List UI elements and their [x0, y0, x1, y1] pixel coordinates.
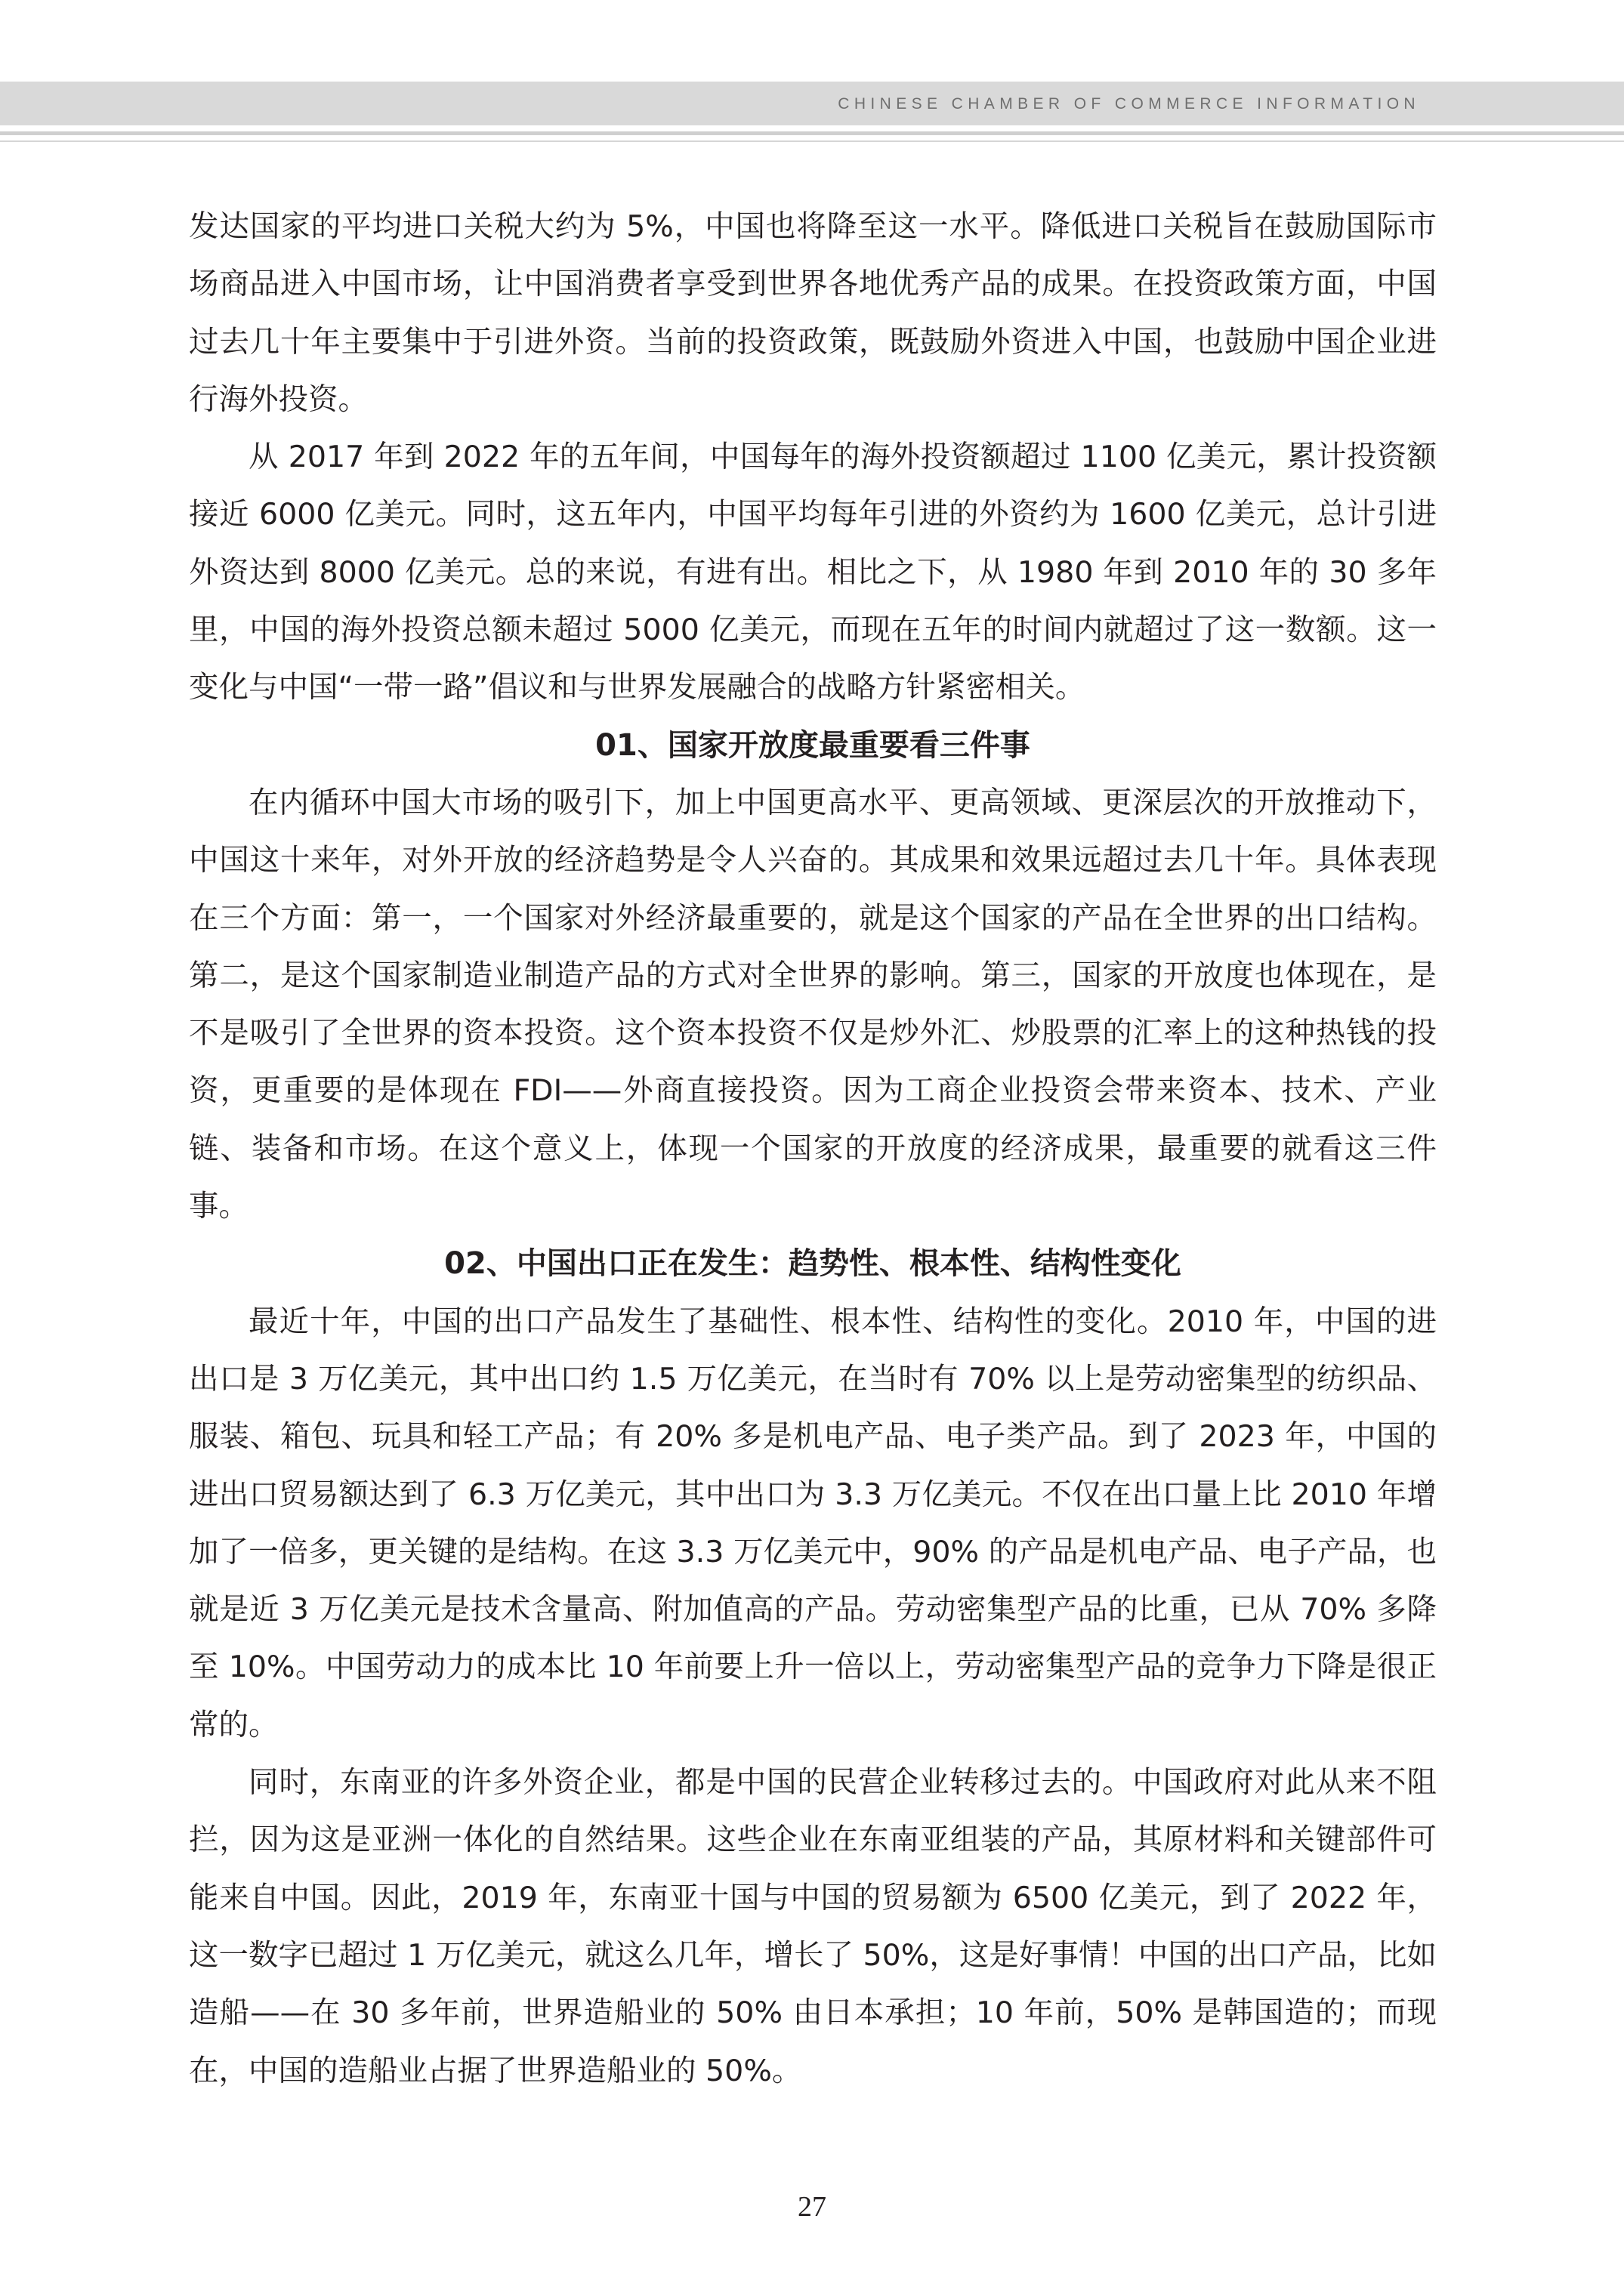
- running-header: CHINESE CHAMBER OF COMMERCE INFORMATION: [838, 95, 1420, 113]
- section-heading-02: 02、中国出口正在发生：趋势性、根本性、结构性变化: [444, 1246, 1181, 1282]
- paragraph-continued: 发达国家的平均进口关税大约为 5%，中国也将降至这一水平。降低进口关税旨在鼓励国际市场商品进入中国市场，让中国消费者享受到世界各地优秀产品的成果。在投资政策方面，中国过去几十年主要集中于引进外资。当前的投资政策，既鼓励外资进入中国，也鼓励中国企业进行海外投资。: [189, 209, 1437, 417]
- paragraph: 在内循环中国大市场的吸引下，加上中国更高水平、更高领域、更深层次的开放推动下，中国这十来年，对外开放的经济趋势是令人兴奋的。其成果和效果远超过去几十年。具体表现在三个方面：第一，一个国家对外经济最重要的，就是这个国家的产品在全世界的出口结构。第二，是这个国家制造业制造产品的方式对全世界的影响。第三，国家的开放度也体现在，是不是吸引了全世界的资本投资。这个资本投资不仅是炒外汇、炒股票的汇率上的这种热钱的投资，更重要的是体现在 FDI——外商直接投资。因为工商企业投资会带来资本、技术、产业链、装备和市场。在这个意义上，体现一个国家的开放度的经济成果，最重要的就看这三件事。: [189, 785, 1437, 1224]
- paragraph: 从 2017 年到 2022 年的五年间，中国每年的海外投资额超过 1100 亿美元，累计投资额接近 6000 亿美元。同时，这五年内，中国平均每年引进的外资约为 1600 亿美元，总计引进外资达到 8000 亿美元。总的来说，有进有出。相比之下，从 1980 年到 2010 年的 30 多年里，中国的海外投资总额未超过 5000 亿美元，而现在五年的时间内就超过了这一数额。这一变化与中国“一带一路”倡议和与世界发展融合的战略方针紧密相关。: [189, 440, 1437, 705]
- article-body: [189, 198, 1437, 2100]
- header-rule: [0, 131, 1624, 135]
- section-heading-01: 01、国家开放度最重要看三件事: [595, 727, 1030, 763]
- page-number: 27: [798, 2191, 826, 2223]
- header-rule-thin: [0, 140, 1624, 142]
- paragraph: 同时，东南亚的许多外资企业，都是中国的民营企业转移过去的。中国政府对此从来不阻拦，因为这是亚洲一体化的自然结果。这些企业在东南亚组装的产品，其原材料和关键部件可能来自中国。因此，2019 年，东南亚十国与中国的贸易额为 6500 亿美元，到了 2022 年，这一数字已超过 1 万亿美元，就这么几年，增长了 50%，这是好事情！中国的出口产品，比如造船——在 30 多年前，世界造船业的 50% 由日本承担；10 年前，50% 是韩国造的；而现在，中国的造船业占据了世界造船业的 50%。: [189, 1765, 1437, 2088]
- paragraph: 最近十年，中国的出口产品发生了基础性、根本性、结构性的变化。2010 年，中国的进出口是 3 万亿美元，其中出口约 1.5 万亿美元，在当时有 70% 以上是劳动密集型的纺织品、服装、箱包、玩具和轻工产品；有 20% 多是机电产品、电子类产品。到了 2023 年，中国的进出口贸易额达到了 6.3 万亿美元，其中出口为 3.3 万亿美元。不仅在出口量上比 2010 年增加了一倍多，更关键的是结构。在这 3.3 万亿美元中，90% 的产品是机电产品、电子产品，也就是近 3 万亿美元是技术含量高、附加值高的产品。劳动密集型产品的比重，已从 70% 多降至 10%。中国劳动力的成本比 10 年前要上升一倍以上，劳动密集型产品的竞争力下降是很正常的。: [189, 1304, 1437, 1742]
